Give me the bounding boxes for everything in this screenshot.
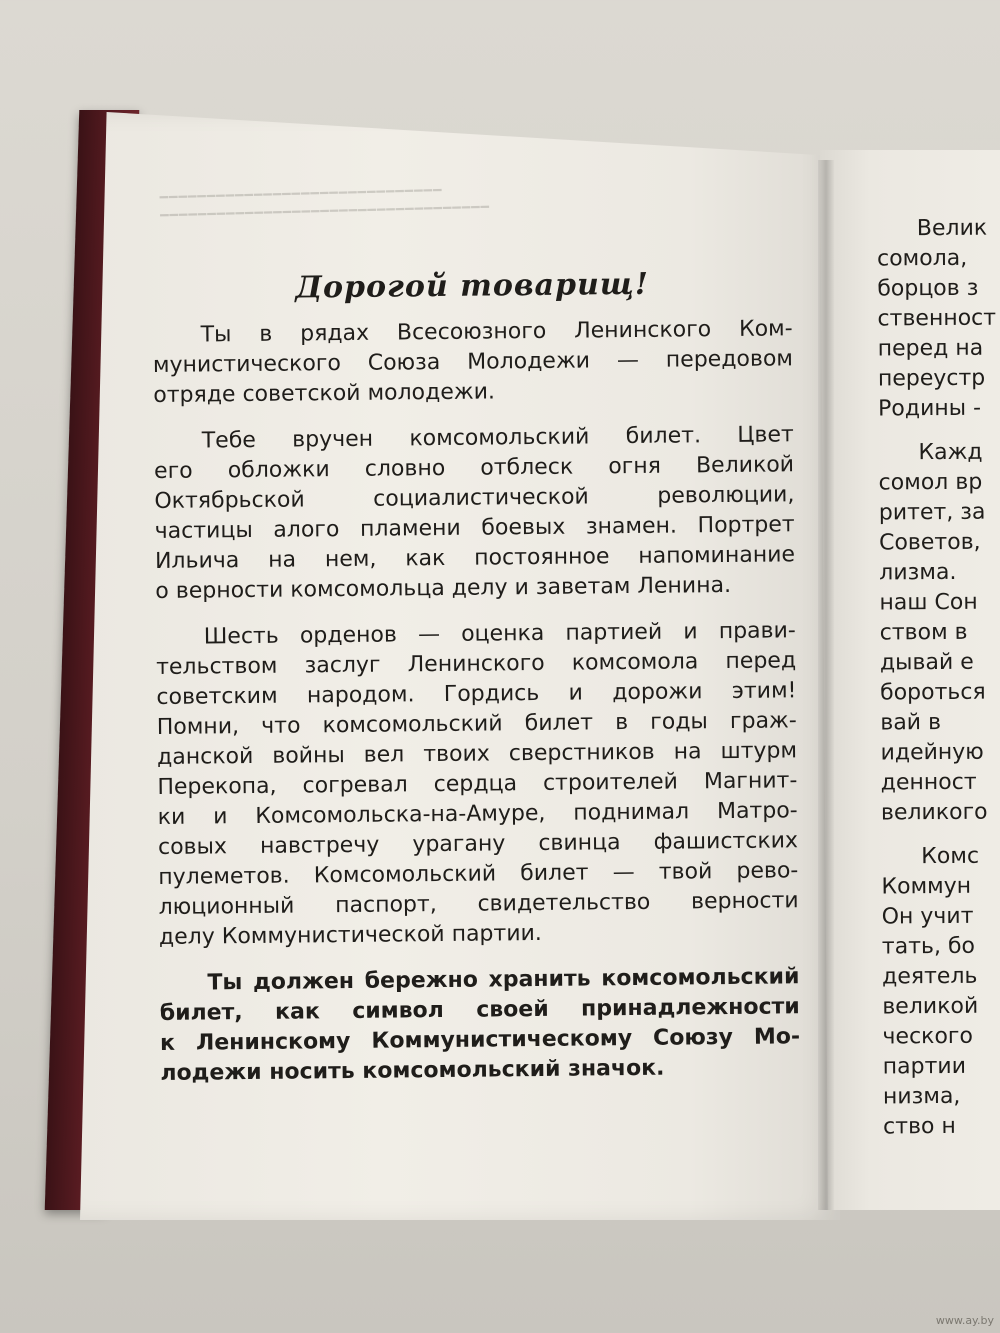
text-line: ритет, за <box>878 499 986 526</box>
text-line: советским народом. Гордись и дорожи этим! <box>156 678 797 710</box>
text-line: дывай е <box>879 649 974 676</box>
text-line: Кажд <box>918 439 983 466</box>
text-line: Шесть орденов — оценка партией и прави- <box>203 618 796 650</box>
text-line: Ильича на нем, как постоянное напоминание <box>154 542 796 574</box>
bleed-through-text: ▔▔▔▔▔▔▔▔▔▔▔▔▔▔▔▔▔▔▔▔▔▔▔▔▔▔▔▔▔▔ ▔▔▔▔▔▔▔▔▔▔▔▔▔▔▔▔▔▔▔▔▔▔▔▔▔▔▔▔▔▔▔▔▔▔▔ <box>159 189 491 232</box>
text-line: перед на <box>877 335 984 362</box>
text-line: лизма. <box>879 559 957 586</box>
text-line: Советов, <box>878 529 981 556</box>
text-line: отряде советской молодежи. <box>153 379 496 408</box>
text-line: мунистического Союза Молодежи — передовом <box>152 346 794 378</box>
text-line: Перекопа, согревал сердца строителей Магнит- <box>157 768 798 800</box>
text-line: лодежи носить комсомольский значок. <box>160 1055 665 1086</box>
text-line: бороться <box>880 679 986 706</box>
text-line: его обложки словно отблеск огня Великой <box>153 452 795 484</box>
text-line: партии <box>882 1053 967 1080</box>
text-line: Комс <box>921 843 980 870</box>
text-line: совых навстречу урагану свинца фашистских <box>157 828 799 860</box>
text-line: деятель <box>881 963 978 990</box>
text-line: ки и Комсомольска-на-Амуре, поднимал Матро- <box>157 798 798 830</box>
text-line: вай в <box>880 710 942 736</box>
text-line: ством в <box>879 619 968 646</box>
paragraph-1 <box>153 314 794 411</box>
text-line: идейную <box>880 739 984 766</box>
paragraph-2 <box>154 420 796 607</box>
text-line: Октябрьской социалистической революции, <box>154 482 795 514</box>
text-line: Велик <box>916 215 988 242</box>
text-line: частицы алого пламени боевых знамен. Портрет <box>154 512 795 544</box>
text-line: переустр <box>877 365 986 392</box>
text-line: ственност <box>877 305 997 332</box>
text-line: билет, как символ своей принадлежности <box>159 994 800 1026</box>
text-line: люционный паспорт, свидетельство верности <box>158 888 799 920</box>
text-line: сомола, <box>876 245 968 272</box>
text-line: великой <box>882 993 979 1020</box>
text-line: данской войны вел твоих сверстников на штурм <box>156 738 798 770</box>
text-line: низма, <box>882 1083 961 1110</box>
site-watermark: www.ay.by <box>935 1314 994 1327</box>
text-line: делу Коммунистической партии. <box>158 920 542 950</box>
text-line: Родины - <box>878 395 982 422</box>
text-line: Ты должен бережно хранить комсомольский <box>207 964 800 996</box>
bold-paragraph <box>159 962 800 1089</box>
text-line: о верности комсомольца делу и заветам Ленина. <box>155 572 732 604</box>
paragraph-3 <box>156 616 799 953</box>
text-line: Коммун <box>881 873 972 900</box>
left-page-content <box>152 265 801 1105</box>
page-gutter <box>818 160 834 1210</box>
text-line: великого <box>880 799 988 826</box>
text-line: борцов з <box>877 275 979 302</box>
text-line: Он учит <box>881 903 974 930</box>
text-line: сомол вр <box>878 469 983 496</box>
text-line: к Ленинскому Коммунистическому Союзу Мо- <box>159 1024 801 1056</box>
text-line: тельством заслуг Ленинского комсомола перед <box>156 648 797 680</box>
text-line: Помни, что комсомольский билет в годы граж- <box>156 708 797 740</box>
text-line: ство н <box>883 1113 956 1140</box>
text-line: ческого <box>882 1023 973 1050</box>
page-heading: Дорогой товарищ! <box>295 266 650 306</box>
text-line: наш Сон <box>879 589 978 616</box>
text-line: пулеметов. Комсомольский билет — твой рево- <box>158 858 799 890</box>
text-line: денност <box>880 769 977 796</box>
text-line: тать, бо <box>881 933 976 960</box>
right-page-content <box>877 214 1000 1143</box>
text-line: Тебе вручен комсомольский билет. Цвет <box>201 422 794 454</box>
text-line: Ты в рядах Всесоюзного Ленинского Ком- <box>200 316 793 348</box>
